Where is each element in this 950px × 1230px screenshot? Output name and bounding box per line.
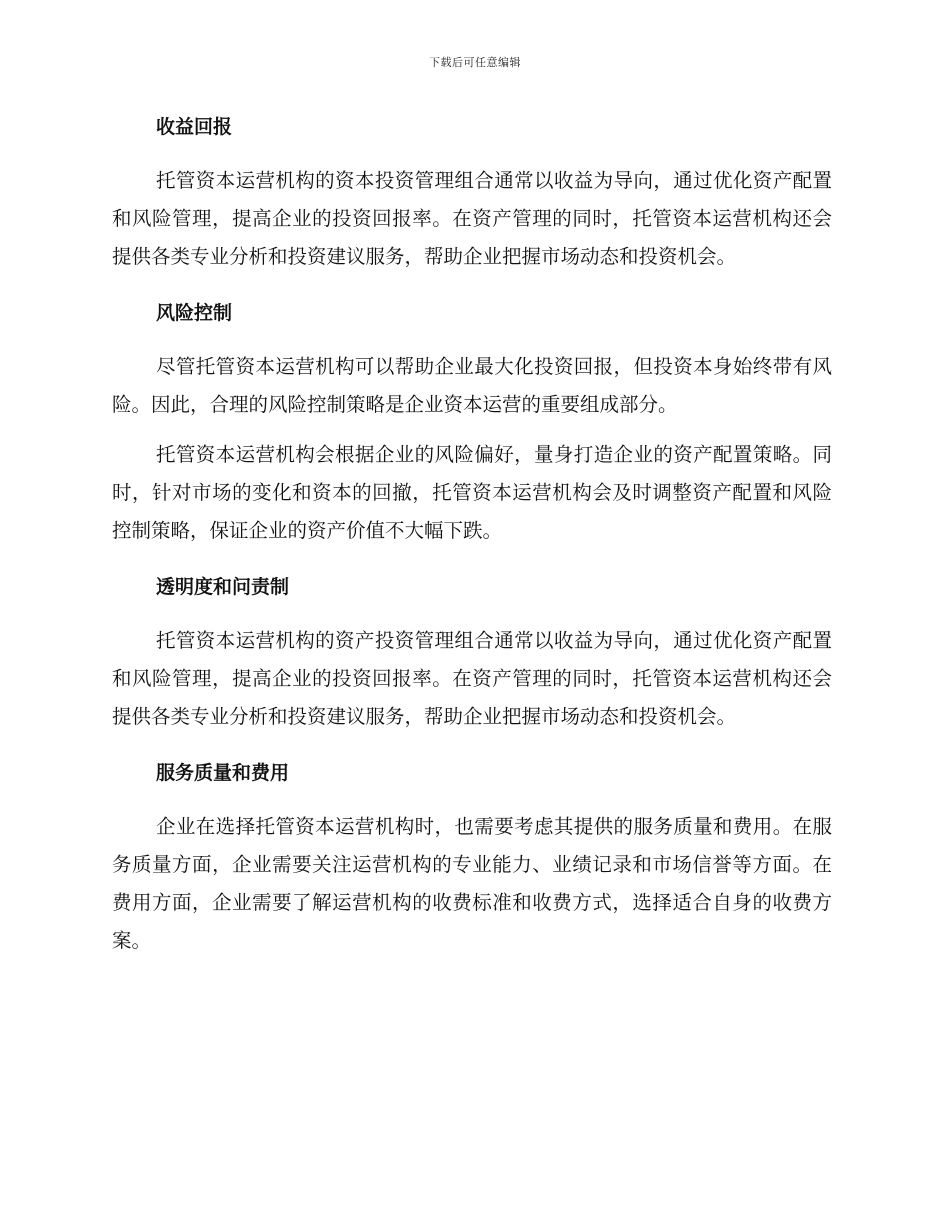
paragraph: 托管资本运营机构的资本投资管理组合通常以收益为导向，通过优化资产配置和风险管理，提高企业的投资回报率。在资产管理的同时，托管资本运营机构还会提供各类专业分析和投资建议服务，帮助企业把握市场动态和投资机会。 [112, 169, 832, 268]
paragraph: 托管资本运营机构的资产投资管理组合通常以收益为导向，通过优化资产配置和风险管理，提高企业的投资回报率。在资产管理的同时，托管资本运营机构还会提供各类专业分析和投资建议服务，帮助企业把握市场动态和投资机会。 [112, 629, 832, 728]
section-title-service-fees: 服务质量和费用 [156, 762, 290, 784]
paragraph: 尽管托管资本运营机构可以帮助企业最大化投资回报，但投资本身始终带有风险。因此，合理的风险控制策略是企业资本运营的重要组成部分。 [112, 355, 832, 416]
section-title-transparency: 透明度和问责制 [156, 576, 290, 598]
header-note: 下载后可任意编辑 [429, 56, 521, 69]
paragraph: 企业在选择托管资本运营机构时，也需要考虑其提供的服务质量和费用。在服务质量方面，企业需要关注运营机构的专业能力、业绩记录和市场信誉等方面。在费用方面，企业需要了解运营机构的收费标准和收费方式，选择适合自身的收费方案。 [112, 815, 832, 952]
section-title-returns: 收益回报 [156, 116, 233, 138]
document-body [112, 108, 832, 960]
paragraph: 托管资本运营机构会根据企业的风险偏好，量身打造企业的资产配置策略。同时，针对市场的变化和资本的回撤，托管资本运营机构会及时调整资产配置和风险控制策略，保证企业的资产价值不大幅下跌。 [112, 443, 832, 542]
section-title-risk-control: 风险控制 [156, 302, 233, 324]
